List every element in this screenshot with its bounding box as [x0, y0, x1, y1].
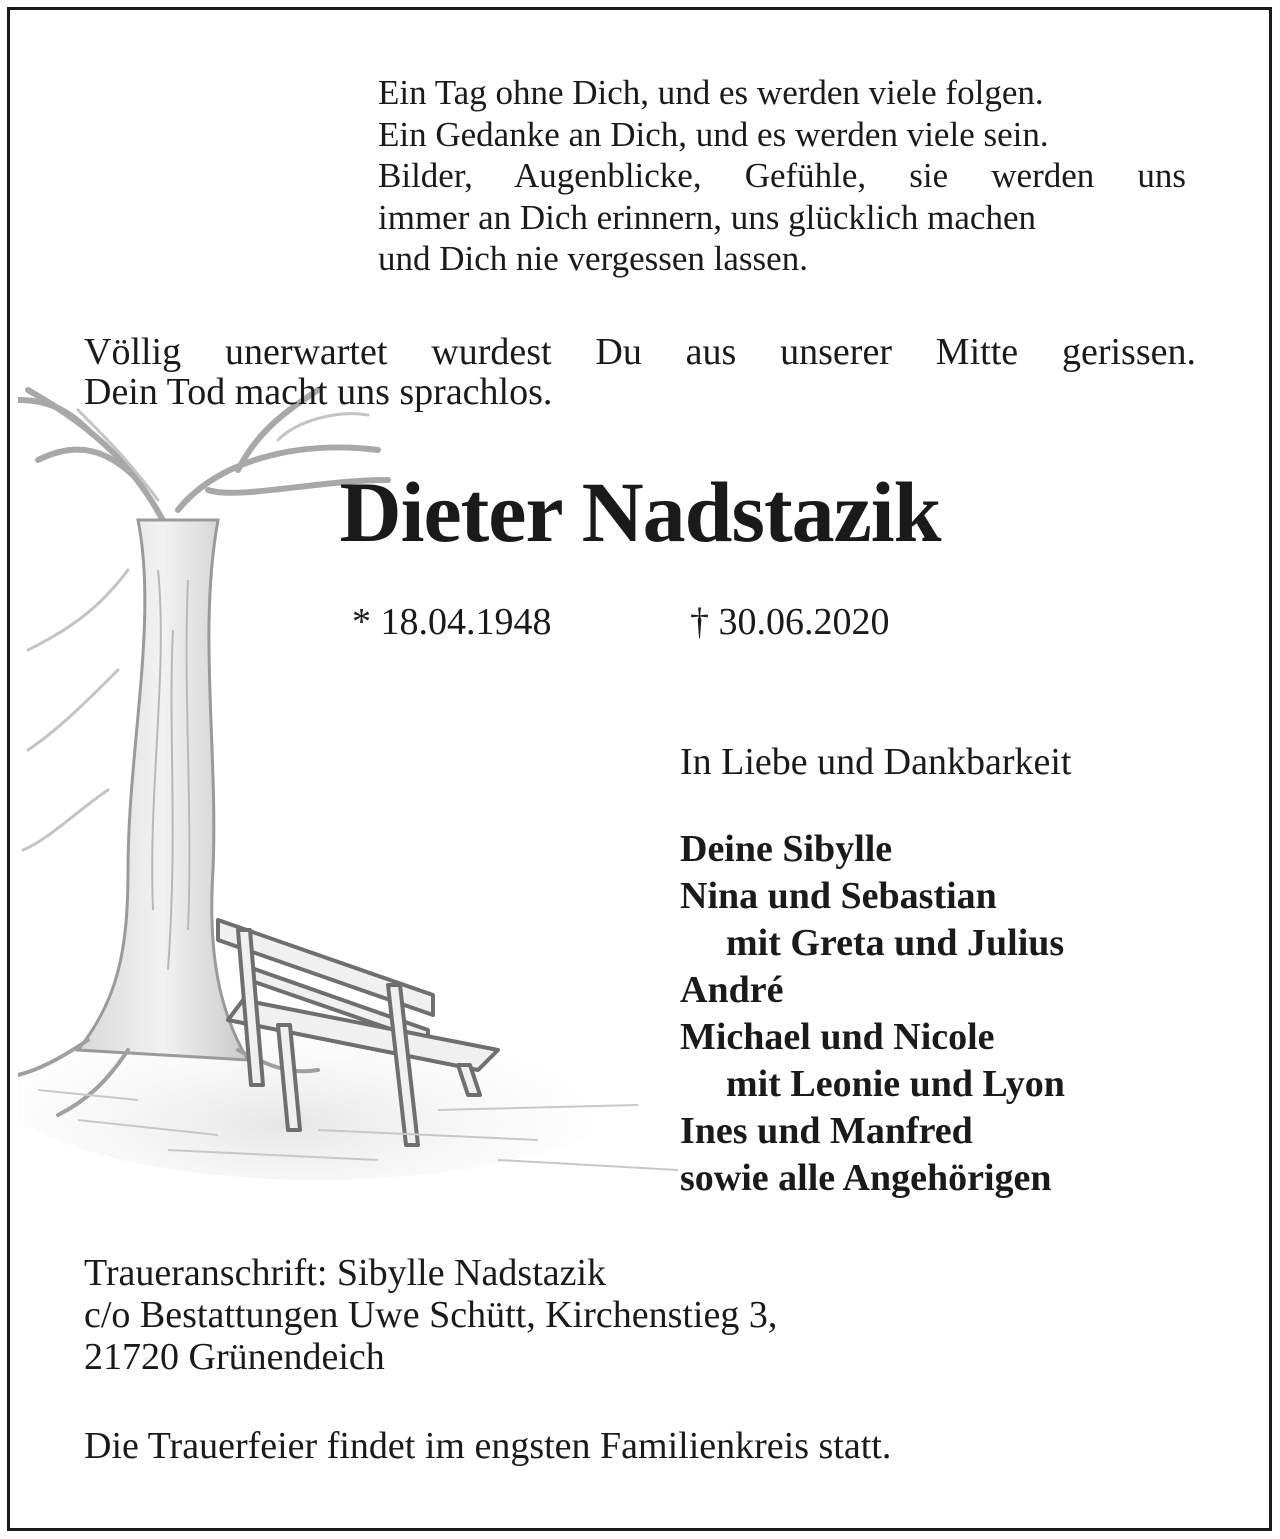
thanks-line: In Liebe und Dankbarkeit: [680, 741, 1072, 783]
intro-line: Dein Tod macht uns sprachlos.: [84, 371, 553, 413]
address-line: Traueranschrift: Sibylle Nadstazik: [84, 1252, 607, 1294]
birth-date: * 18.04.1948: [352, 601, 552, 643]
mourner-item: André: [680, 969, 784, 1011]
intro-text: [84, 332, 1196, 412]
mourner-item: Nina und Sebastian: [680, 875, 997, 917]
address-line: 21720 Grünendeich: [84, 1336, 385, 1378]
intro-line: Völlig unerwartet wurdest Du aus unserer Mitte gerissen.: [84, 331, 1196, 373]
mourner-item: sowie alle Angehörigen: [680, 1157, 1052, 1199]
poem-line: Ein Tag ohne Dich, und es werden viele folgen.: [378, 73, 1044, 112]
poem-line: und Dich nie vergessen lassen.: [378, 239, 808, 278]
mourning-address: [84, 1252, 777, 1378]
address-line: c/o Bestattungen Uwe Schütt, Kirchenstieg 3,: [84, 1294, 778, 1336]
poem-line: Ein Gedanke an Dich, und es werden viele sein.: [378, 114, 1049, 154]
mourner-item: Deine Sibylle: [680, 828, 893, 870]
mourners-list: [680, 826, 1065, 1202]
mourner-item: mit Greta und Julius: [726, 922, 1065, 964]
poem-line: immer an Dich erinnern, uns glücklich machen: [378, 197, 1036, 237]
mourner-item: Michael und Nicole: [680, 1016, 995, 1058]
mourner-item: mit Leonie und Lyon: [726, 1063, 1065, 1105]
death-date: † 30.06.2020: [690, 601, 890, 643]
poem-line: Bilder, Augenblicke, Gefühle, sie werden uns: [378, 156, 1186, 195]
deceased-name: Dieter Nadstazik: [339, 464, 941, 560]
ceremony-note: Die Trauerfeier findet im engsten Familienkreis statt.: [84, 1425, 892, 1467]
mourner-item: Ines und Manfred: [680, 1110, 973, 1152]
memorial-poem: [378, 72, 1208, 280]
